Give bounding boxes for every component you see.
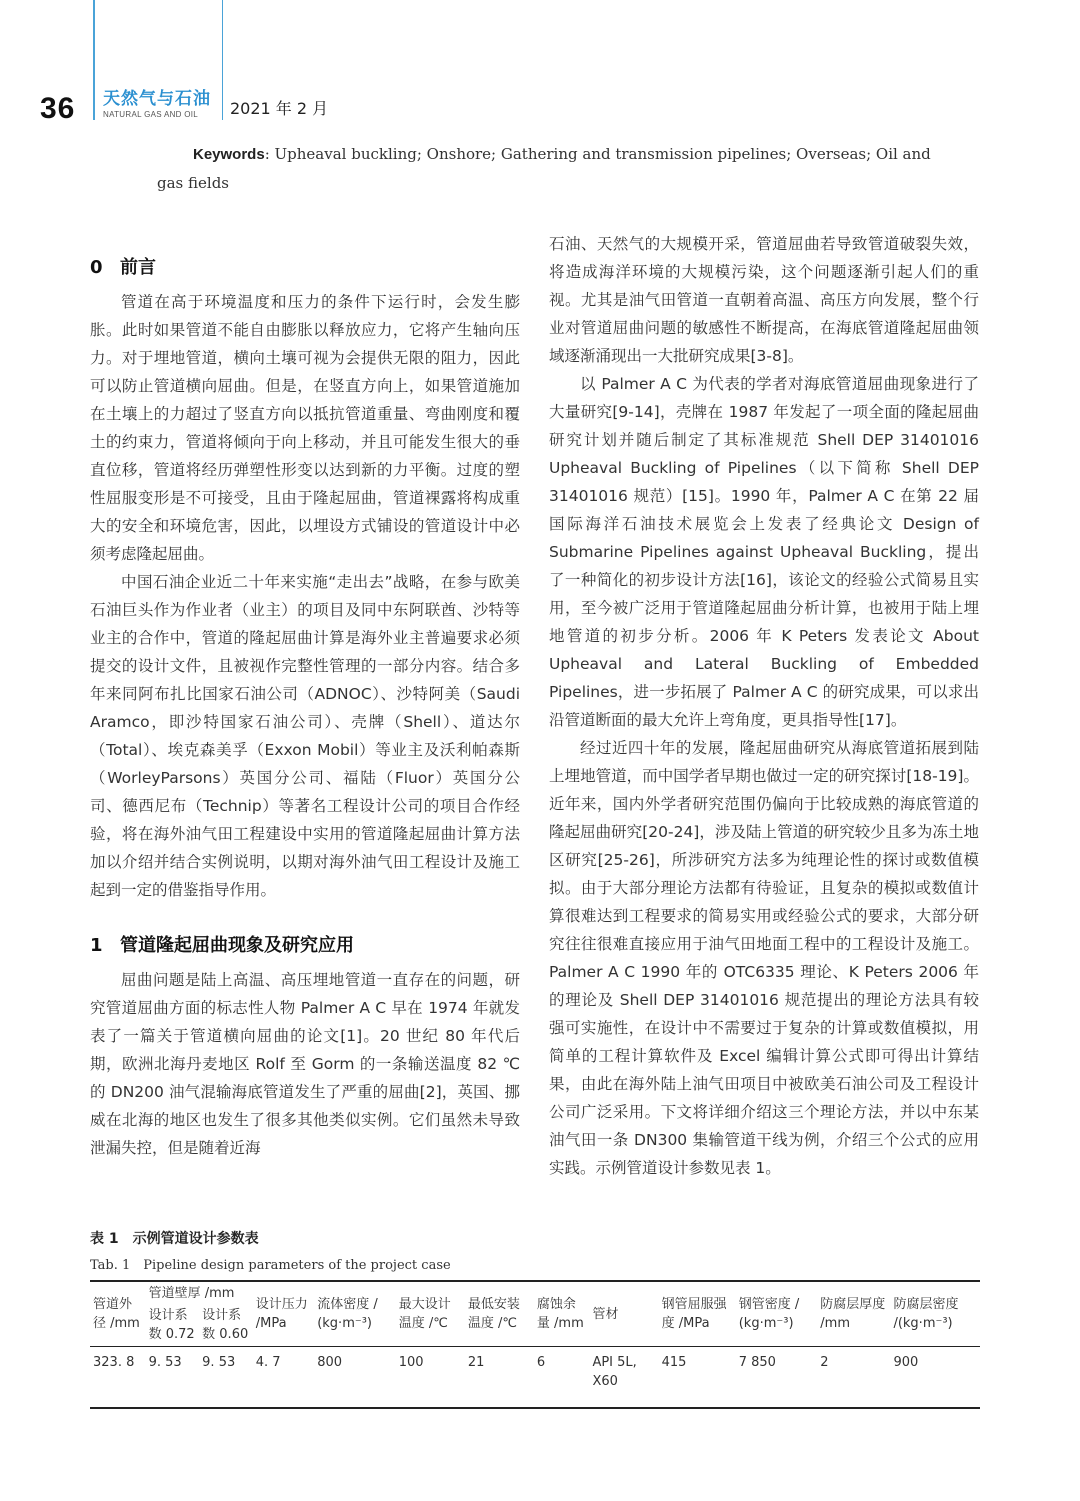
section-1-title: 管道隆起屈曲现象及研究应用 — [120, 935, 354, 956]
cell-wall-072: 9. 53 — [146, 1347, 200, 1409]
header-min-temperature: 最低安装温度 /℃ — [465, 1281, 534, 1347]
section-1-heading — [90, 930, 520, 962]
issue-date: 2021 年 2 月 — [230, 99, 329, 118]
cell-yield-strength: 415 — [659, 1347, 736, 1409]
header-fluid-density: 流体密度 / (kg·m⁻³) — [314, 1281, 396, 1347]
header-wall-072: 设计系数 0.72 — [148, 1308, 195, 1342]
paragraph: 以 Palmer A C 为代表的学者对海底管道屈曲现象进行了大量研究[9-14]，壳牌在 1987 年发起了一项全面的隆起屈曲研究计划并随后制定了其标准规范 Shell DEP 31401016 Upheaval Buckling of Pipelines（以下简称 Shell DEP 31401016 规范）[15]。1990 年，Palmer A C 在第 22 届国际海洋石油技术展览会上发表了经典论文 Design of Submarine Pipelines against Upheaval Buckling，提出了一种简化的初步设计方法[16]，该论文的经验公式简易且实用，至今被广泛用于管道隆起屈曲分析计算，也被用于陆上埋地管道的初步分析。2006 年 K Peters 发表论文 About Upheaval and Lateral Buckling of Embedded Pipelines，进一步拓展了 Palmer A C 的研究成果，可以求出沿管道断面的最大允许上弯角度，更具指导性[17]。 — [549, 375, 979, 729]
keywords-label: Keywords — [193, 146, 265, 163]
paragraph: 屈曲问题是陆上高温、高压埋地管道一直存在的问题，研究管道屈曲方面的标志性人物 Palmer A C 早在 1974 年就发表了一篇关于管道横向屈曲的论文[1]。20 世纪 80 年代后期，欧洲北海丹麦地区 Rolf 至 Gorm 的一条输送温度 82 ℃的 DN200 油气混输海底管道发生了严重的屈曲[2]，英国、挪威在北海的地区也发生了很多其他类似实例。它们虽然未导致泄漏失控，但是随着近海 — [90, 971, 520, 1157]
cell-coating-density: 900 — [890, 1347, 980, 1409]
header-wall-thickness: 管道壁厚 /mm — [146, 1281, 253, 1305]
section-1-number: 1 — [90, 935, 103, 956]
cell-corrosion-allowance: 6 — [534, 1347, 590, 1409]
journal-logo-title: 天然气与石油 — [103, 89, 211, 109]
keywords-text-2: gas fields — [157, 174, 229, 192]
header-outer-diameter: 管道外径 /mm — [90, 1281, 146, 1347]
cell-max-temperature: 100 — [396, 1347, 465, 1409]
header-steel-density: 钢管密度 / (kg·m⁻³) — [736, 1281, 818, 1347]
table-container — [90, 1280, 980, 1409]
table-caption-en: Tab. 1 Pipeline design parameters of the project case — [90, 1258, 451, 1273]
header-accent-line — [93, 0, 95, 120]
cell-steel-density: 7 850 — [736, 1347, 818, 1409]
header-divider-line — [222, 0, 223, 120]
cell-min-temperature: 21 — [465, 1347, 534, 1409]
left-column — [90, 230, 520, 1162]
header-design-pressure: 设计压力 /MPa — [253, 1281, 314, 1347]
section-0-heading — [90, 252, 520, 284]
keywords-block — [157, 140, 937, 197]
cell-fluid-density: 800 — [314, 1347, 396, 1409]
right-column — [549, 230, 979, 1182]
table-caption-cn: 表 1 示例管道设计参数表 — [90, 1231, 259, 1247]
pipeline-parameters-table — [90, 1280, 980, 1409]
cell-design-pressure: 4. 7 — [253, 1347, 314, 1409]
cell-coating-thickness: 2 — [817, 1347, 890, 1409]
paragraph: 管道在高于环境温度和压力的条件下运行时，会发生膨胀。此时如果管道不能自由膨胀以释放应力，它将产生轴向压力。对于埋地管道，横向土壤可视为会提供无限的阻力，因此可以防止管道横向屈曲。但是，在竖直方向上，如果管道施加在土壤上的力超过了竖直方向以抵抗管道重量、弯曲刚度和覆土的约束力，管道将倾向于向上移动，并且可能发生很大的垂直位移，管道将经历弹塑性形变以达到新的力平衡。过度的塑性屈服变形是不可接受，且由于隆起屈曲，管道裸露将构成重大的安全和环境危害，因此，以埋设方式铺设的管道设计中必须考虑隆起屈曲。 — [90, 293, 520, 563]
table-row — [90, 1347, 980, 1409]
keywords-line-1 — [157, 140, 937, 169]
header-wall-060: 设计系数 0.60 — [202, 1308, 249, 1342]
paragraph: 中国石油企业近二十年来实施“走出去”战略，在参与欧美石油巨头作为作业者（业主）的项目及同中东阿联酋、沙特等业主的合作中，管道的隆起屈曲计算是海外业主普遍要求必须提交的设计文件，且被视作完整性管理的一部分内容。结合多年来同阿布扎比国家石油公司（ADNOC）、沙特阿美（Saudi Aramco，即沙特国家石油公司）、壳牌（Shell）、道达尔（Total）、埃克森美孚（Exxon Mobil）等业主及沃利帕森斯（WorleyParsons）英国分公司、福陆（Fluor）英国分公司、德西尼布（Technip）等著名工程设计公司的项目合作经验，将在海外油气田工程建设中实用的管道隆起屈曲计算方法加以介绍并结合实例说明，以期对海外油气田工程设计及施工起到一定的借鉴指导作用。 — [90, 573, 520, 899]
page-number: 36 — [40, 92, 76, 125]
header-coating-density: 防腐层密度 /(kg·m⁻³) — [890, 1281, 980, 1347]
header-yield-strength: 钢管屈服强度 /MPa — [659, 1281, 736, 1347]
journal-logo-subtitle: NATURAL GAS AND OIL — [103, 110, 199, 119]
header-material: 管材 — [589, 1281, 658, 1347]
paragraph: 经过近四十年的发展，隆起屈曲研究从海底管道拓展到陆上埋地管道，而中国学者早期也做过一定的研究探讨[18-19]。近年来，国内外学者研究范围仍偏向于比较成熟的海底管道的隆起屈曲研究[20-24]，涉及陆上管道的研究较少且多为冻土地区研究[25-26]，所涉研究方法多为纯理论性的探讨或数值模拟。由于大部分理论方法都有待验证，且复杂的模拟或数值计算很难达到工程要求的简易实用或经验公式的要求，大部分研究往往很难直接应用于油气田地面工程中的工程设计及施工。Palmer A C 1990 年的 OTC6335 理论、K Peters 2006 年的理论及 Shell DEP 31401016 规范提出的理论方法具有较强可实施性，在设计中不需要过于复杂的计算或数值模拟，用简单的工程计算软件及 Excel 编辑计算公式即可得出计算结果，由此在海外陆上油气田项目中被欧美石油公司及工程设计公司广泛采用。下文将详细介绍这三个理论方法，并以中东某油气田一条 DN300 集输管道干线为例，介绍三个公式的应用实践。示例管道设计参数见表 1。 — [549, 739, 979, 1177]
cell-outer-diameter: 323. 8 — [90, 1347, 146, 1409]
keywords-text-1: : Upheaval buckling; Onshore; Gathering and transmission pipelines; Overseas; Oil and — [264, 145, 931, 163]
header-max-temperature: 最大设计温度 /℃ — [396, 1281, 465, 1347]
paragraph: 石油、天然气的大规模开采，管道屈曲若导致管道破裂失效，将造成海洋环境的大规模污染，这个问题逐渐引起人们的重视。尤其是油气田管道一直朝着高温、高压方向发展，整个行业对管道屈曲问题的敏感性不断提高，在海底管道隆起屈曲领域逐渐涌现出一大批研究成果[3-8]。 — [549, 235, 979, 365]
header-coating-thickness: 防腐层厚度 /mm — [817, 1281, 890, 1347]
section-0-number: 0 — [90, 257, 103, 278]
cell-material: API 5L, X60 — [589, 1347, 658, 1409]
section-0-title: 前言 — [120, 257, 156, 278]
cell-wall-060: 9. 53 — [199, 1347, 253, 1409]
header-corrosion-allowance: 腐蚀余量 /mm — [534, 1281, 590, 1347]
